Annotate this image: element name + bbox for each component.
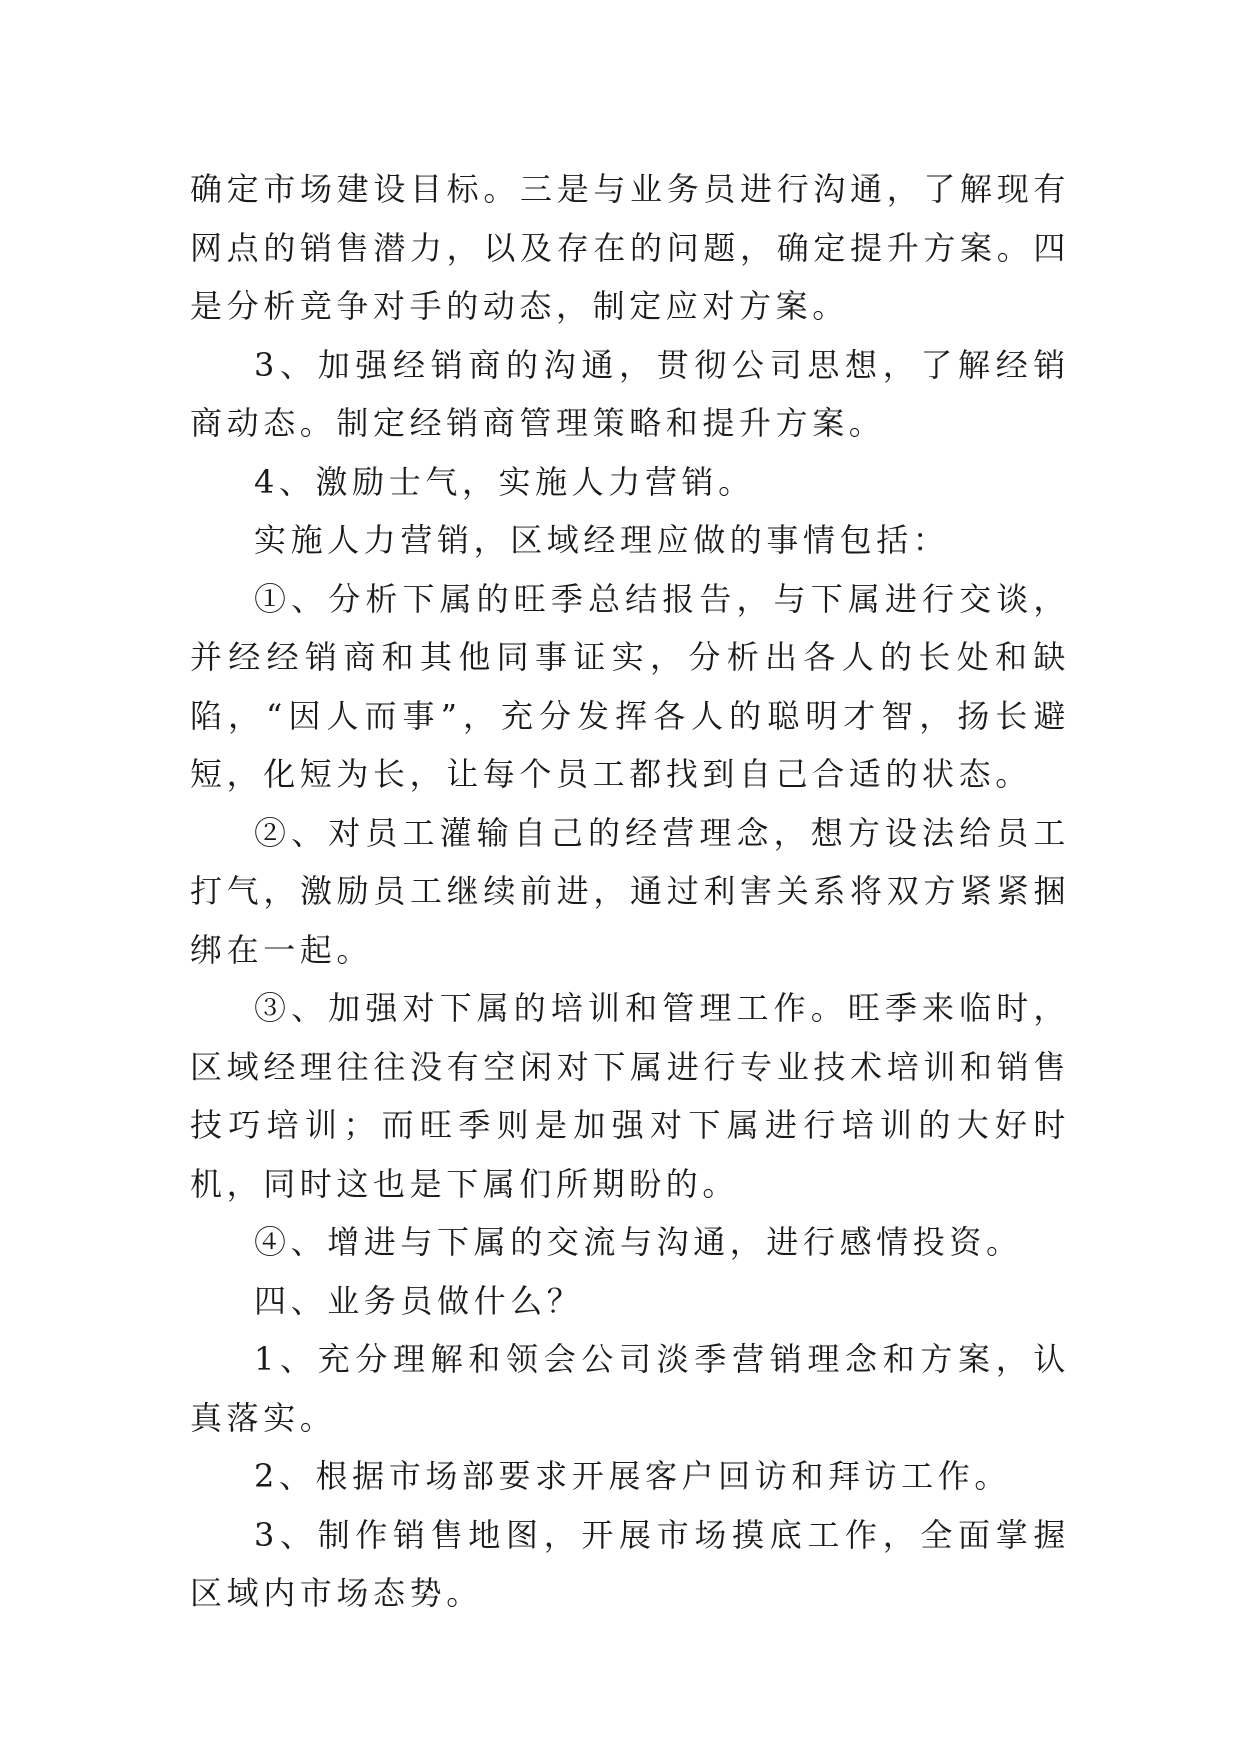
paragraph-6: ②、对员工灌输自己的经营理念，想方设法给员工打气，激励员工继续前进，通过利害关系将双方紧紧捆绑在一起。 — [190, 813, 1070, 969]
paragraph-1: 确定市场建设目标。三是与业务员进行沟通，了解现有网点的销售潜力，以及存在的问题，确定提升方案。四是分析竞争对手的动态，制定应对方案。 — [190, 170, 1070, 325]
document-body — [190, 160, 1070, 1623]
paragraph-8: ④、增进与下属的交流与沟通，进行感情投资。 — [254, 1223, 1023, 1261]
paragraph-2: 3、加强经销商的沟通，贯彻公司思想，了解经销商动态。制定经销商管理策略和提升方案。 — [190, 345, 1070, 442]
paragraph-10: 1、充分理解和领会公司淡季营销理念和方案，认真落实。 — [190, 1340, 1070, 1437]
paragraph-3: 4、激励士气，实施人力营销。 — [254, 462, 755, 501]
paragraph-11: 2、根据市场部要求开展客户回访和拜访工作。 — [254, 1457, 1011, 1495]
section-heading-4: 四、业务员做什么？ — [254, 1281, 584, 1320]
paragraph-4: 实施人力营销，区域经理应做的事情包括： — [254, 521, 950, 559]
paragraph-5: ①、分析下属的旺季总结报告，与下属进行交谈，并经经销商和其他同事证实，分析出各人的长处和缺陷，“因人而事”，充分发挥各人的聪明才智，扬长避短，化短为长，让每个员工都找到自己合适的状态。 — [190, 579, 1070, 793]
paragraph-12: 3、制作销售地图，开展市场摸底工作，全面掌握区域内市场态势。 — [190, 1515, 1070, 1612]
paragraph-7: ③、加强对下属的培训和管理工作。旺季来临时，区域经理往往没有空闲对下属进行专业技术培训和销售技巧培训；而旺季则是加强对下属进行培训的大好时机，同时这也是下属们所期盼的。 — [190, 989, 1070, 1203]
